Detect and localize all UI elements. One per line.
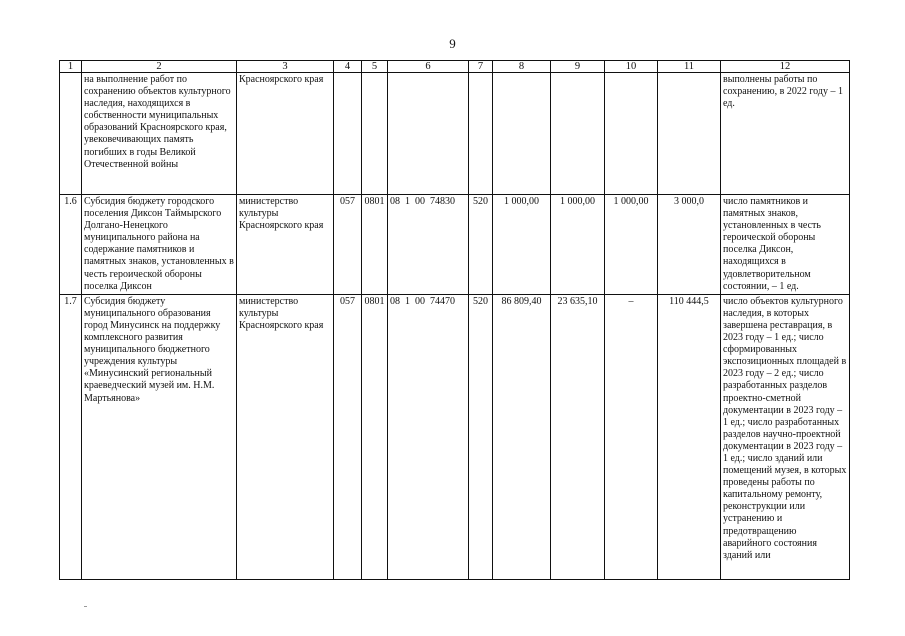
amount-total-cell [658,73,721,195]
header-cell-7: 7 [469,61,493,73]
row-number-cell: 1.7 [60,294,82,579]
header-cell-12: 12 [721,61,850,73]
amount-year2-cell: 23 635,10 [551,294,605,579]
section-code-cell: 0801 [362,294,388,579]
scan-speck [84,606,87,607]
amount-year3-cell [605,73,658,195]
amount-year2-cell [551,73,605,195]
amount-total-cell: 110 444,5 [658,294,721,579]
row-number-cell: 1.6 [60,195,82,295]
result-cell: число памятников и памятных знаков, установленных в честь героической обороны поселка Диксон, находящихся в удовлетворительном состоянии, – 1 ед. [721,195,850,295]
target-article-cell: 08 1 00 74470 [388,294,469,579]
table-row [60,195,850,295]
description-cell: на выполнение работ по сохранению объектов культурного наследия, находящихся в собственности муниципальных образований Красноярского края, увековечивающих память погибших в годы Великой Отечественной войны [82,73,237,195]
header-cell-9: 9 [551,61,605,73]
target-article-cell: 08 1 00 74830 [388,195,469,295]
header-cell-5: 5 [362,61,388,73]
grbs-code-cell [334,73,362,195]
description-cell: Субсидия бюджету муниципального образования город Минусинск на поддержку комплексного развития муниципального бюджетного учреждения культуры «Минусинский региональный краеведческий музей им. Н.М. Мартьянова» [82,294,237,579]
table-header-row [60,61,850,73]
page-number: 9 [449,36,456,51]
header-cell-11: 11 [658,61,721,73]
amount-year1-cell [493,73,551,195]
expense-type-cell: 520 [469,195,493,295]
grbs-code-cell: 057 [334,294,362,579]
result-cell: число объектов культурного наследия, в которых завершена реставрация, в 2023 году – 1 ед.; число сформированных экспозиционных площадей в 2023 году – 2 ед.; число разработанных разделов проектно-сметной документации в 2023 году – 1 ед.; число разработанных разделов научно-проектной документации в 2023 году – 1 ед.; число зданий или помещений музея, в которых проведены работы по капитальному ремонту, реконструкции или устранению и предотвращению аварийного состояния зданий или [721,294,850,579]
row-number-cell [60,73,82,195]
expense-type-cell [469,73,493,195]
budget-table [59,60,850,580]
target-article-cell [388,73,469,195]
header-cell-2: 2 [82,61,237,73]
header-cell-4: 4 [334,61,362,73]
header-cell-8: 8 [493,61,551,73]
expense-type-cell: 520 [469,294,493,579]
table-row [60,294,850,579]
description-cell: Субсидия бюджету городского поселения Диксон Таймырского Долгано-Ненецкого муниципального района на содержание памятников и памятных знаков, установленных в честь героической обороны поселка Диксон [82,195,237,295]
header-cell-1: 1 [60,61,82,73]
section-code-cell: 0801 [362,195,388,295]
table-row [60,73,850,195]
amount-year2-cell: 1 000,00 [551,195,605,295]
section-code-cell [362,73,388,195]
amount-year3-cell: 1 000,00 [605,195,658,295]
amount-year3-cell: – [605,294,658,579]
header-cell-3: 3 [237,61,334,73]
executor-cell: министерство культуры Красноярского края [237,294,334,579]
amount-year1-cell: 86 809,40 [493,294,551,579]
result-cell: выполнены работы по сохранению, в 2022 году – 1 ед. [721,73,850,195]
executor-cell: Красноярского края [237,73,334,195]
header-cell-10: 10 [605,61,658,73]
header-cell-6: 6 [388,61,469,73]
amount-total-cell: 3 000,0 [658,195,721,295]
amount-year1-cell: 1 000,00 [493,195,551,295]
grbs-code-cell: 057 [334,195,362,295]
executor-cell: министерство культуры Красноярского края [237,195,334,295]
